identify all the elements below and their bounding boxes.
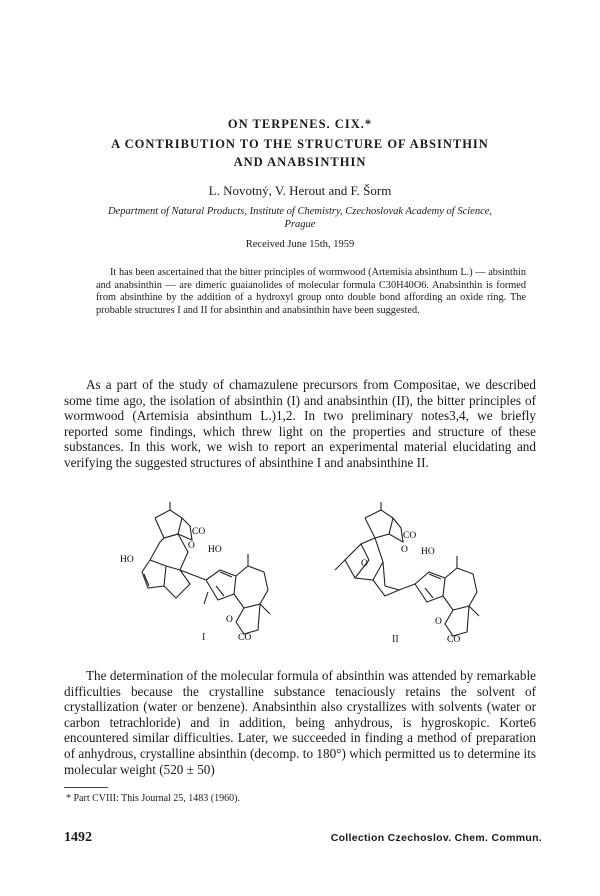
journal-name: Collection Czechoslov. Chem. Commun. [330,832,542,844]
o-label-bridge-ii: O [361,559,368,569]
body-paragraph-2: The determination of the molecular formula of absinthin was attended by remarkable difficulties because the crystalline substance tenaciously retains the solvent of crystallization (water or benzene). Anabsinthin also crystallizes with solvents (water or carbon tetrachloride) and in addition, being anhydrous, is hygroskopic. Korte6 encountered similar difficulties. Later, we succeeded in finding a method of preparation of anhydrous, crystalline absinthin (decomp. to 180°) which permitted us to determine its molecular weight (520 ± 50) [64,668,536,777]
co-label-lower: CO [238,633,252,643]
page-number: 1492 [64,830,92,845]
paper-title-line-3: AND ANABSINTHIN [233,155,367,169]
co-label-lower-ii: CO [447,635,461,645]
co-label-upper: CO [192,527,206,537]
o-label-lower: O [226,615,233,625]
structure-I [120,500,300,650]
co-label-upper-ii: CO [403,531,417,541]
footnote: * Part CVIII: This Journal 25, 1483 (1960). [66,793,240,804]
footnote-rule [64,787,108,788]
structure-II-drawing [325,500,505,650]
o-label-upper-ii: O [401,545,408,555]
ho-label-ii: HO [421,547,435,557]
ho-label-left: HO [120,555,134,565]
body-paragraph-1: As a part of the study of chamazulene precursors from Compositae, we described some time ago, the isolation of absinthin (I) and anabsinthin (II), the bitter principles of wormwood (Artemisia absinthum L.)1,2. In two preliminary notes3,4, we briefly reported some findings, which threw light on the properties and structure of these substances. In this work, we wish to report an experimental material elucidating and verifying the suggested structures of absinthine I and anabsinthine II. [64,377,536,470]
structure-II-label: II [392,634,399,645]
received-date: Received June 15th, 1959 [245,239,355,250]
paper-title-line-1: ON TERPENES. CIX.* [227,117,373,131]
abstract: It has been ascertained that the bitter principles of wormwood (Artemisia absinthum L.) — absinthin and anabsinthin — are dimeric guaianolides of molecular formula C30H40O6. Anabsinthin is formed from absinthine by the addition of a hydroxyl group onto double bond affording an oxide ring. The probable structures I and II for absinthin and anabsinthin have been suggested. [96,267,526,316]
authors: L. Novotný, V. Herout and F. Šorm [208,183,392,198]
structure-II [325,500,505,650]
o-label-upper: O [188,541,195,551]
affiliation-line-2: Prague [284,219,316,230]
structure-I-drawing [120,500,300,650]
o-label-lower-ii: O [435,617,442,627]
ho-label-center: HO [208,545,222,555]
paper-title-line-2: A CONTRIBUTION TO THE STRUCTURE OF ABSINTHIN [111,137,489,151]
affiliation-line-1: Department of Natural Products, Institute of Chemistry, Czechoslovak Academy of Science, [107,206,493,217]
structure-I-label: I [202,632,206,643]
